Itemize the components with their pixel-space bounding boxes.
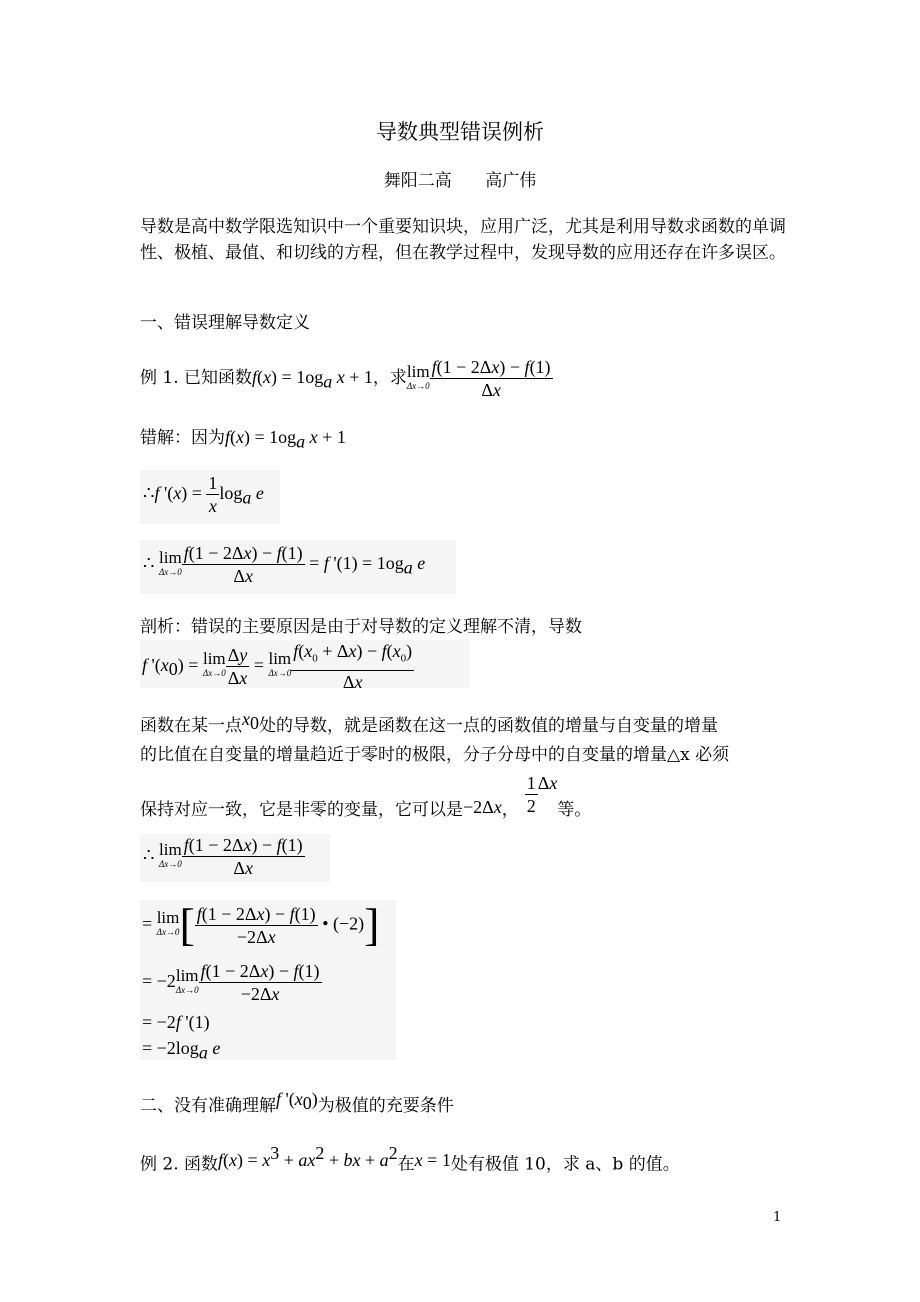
wrong-solution: 错解：因为$f(x) = 1og_a$ x + 1: [140, 427, 346, 452]
wrong-solution-label: 错解：因为: [140, 428, 225, 448]
section-heading-2: 二、没有准确理解f '$(x_0)$为极值的充要条件: [140, 1089, 454, 1116]
page-title: 导数典型错误例析: [376, 120, 544, 144]
example-2: 例 2. 函数$f(x) = x^3 + ax^2$ + bx + $a^2$在x = 1处有极值 10，求 a、b 的值。: [140, 1143, 680, 1175]
example-1-label: 例 1. 已知函数: [140, 368, 253, 388]
formula-wrong-limit: ∴ lim Δx→0 $\frac{f(1 - 2\Delta x) - f(1)}{\Delta x}$ = f '$(1) = 1og_a$ e: [143, 543, 426, 586]
example-2-after: 处有极值 10，求 a、b 的值。: [450, 1154, 680, 1175]
formula-correct-limit: ∴ lim Δx→0 $\frac{f(1 - 2\Delta x) - f(1)}{\Delta x}$: [143, 835, 303, 878]
author-name: 高广伟: [485, 171, 537, 191]
formula-limit-label: lim Δx→0: [406, 361, 430, 391]
analysis-paragraph: 剖析：错误的主要原因是由于对导数的定义理解不清，导数: [140, 617, 582, 637]
example-1-sep: ，求: [372, 368, 407, 388]
section-2-text-after: 为极值的充要条件: [317, 1096, 454, 1116]
formula-correct-step-2: = −2 lim Δx→0 $\frac{f(1 - 2\Delta x) - f(1)}{-2\Delta x}$: [142, 961, 320, 1004]
explanation-line-2: 的比值在自变量的增量趋近于零时的极限，分子分母中的自变量的增量△x 必须: [140, 745, 730, 765]
explain-text-3c: 等。: [557, 800, 592, 820]
explain-text-3b: ，: [501, 800, 519, 820]
formula-limit-fraction: $\frac{f(1 - 2\Delta x) - f(1)}{\Delta x}$: [431, 357, 551, 400]
explain-text-1b: 处的导数，就是函数在这一点的函数值的增量与自变量的增量: [259, 716, 718, 736]
formula-correct-step-3: = −2f '(1): [142, 1012, 210, 1032]
example-2-mid: 在: [397, 1154, 415, 1175]
formula-correct-step-4: = $-2\log_a$ e: [142, 1038, 221, 1063]
example-2-label: 例 2. 函数: [140, 1154, 219, 1175]
example-1: 例 1. 已知函数$f(x) = 1og_a$ x + 1，求 lim Δx→0 $\frac{f(1 - 2\Delta x) - f(1)}{\Delta x}$: [140, 357, 551, 400]
formula-derivative: ∴f '(x) = $\frac{1}{x}$ $\log_a e$: [143, 473, 264, 516]
intro-paragraph: 导数是高中数学限选知识中一个重要知识块，应用广泛，尤其是利用导数求函数的单调性、极植、最值、和切线的方程，但在教学过程中，发现导数的应用还存在许多误区。: [140, 217, 786, 263]
page-number: 1: [773, 1210, 782, 1225]
section-heading-1: 一、错误理解导数定义: [140, 313, 310, 333]
section-2-text-before: 二、没有准确理解: [140, 1096, 276, 1116]
explain-text-3a: 保持对应一致，它是非零的变量，它可以是: [140, 800, 463, 820]
formula-function-def: f: [252, 367, 258, 387]
explain-text-1a: 函数在某一点: [140, 716, 242, 736]
author-school: 舞阳二高: [383, 171, 452, 191]
author-line: [0, 166, 920, 191]
formula-correct-step-1: = lim Δx→0 [ $\frac{f(1 - 2\Delta x) - f(1)}{-2\Delta x}$ • (−2)]: [142, 899, 380, 950]
explanation-line-1: 函数在某一点$x_0$处的导数，就是函数在这一点的函数值的增量与自变量的增量: [140, 709, 718, 736]
formula-derivative-definition: f '$(x_0)$ = lim Δx→0 $\frac{\Delta y}{\Delta x}$ = lim Δx→0 $\frac{f(x_0 + \Delta x) - f(x_0)}{\Delta x}$: [142, 641, 413, 692]
explanation-line-3: 保持对应一致，它是非零的变量，它可以是−2Δx， $\frac{1}{2}$ Δx等。: [140, 773, 592, 820]
